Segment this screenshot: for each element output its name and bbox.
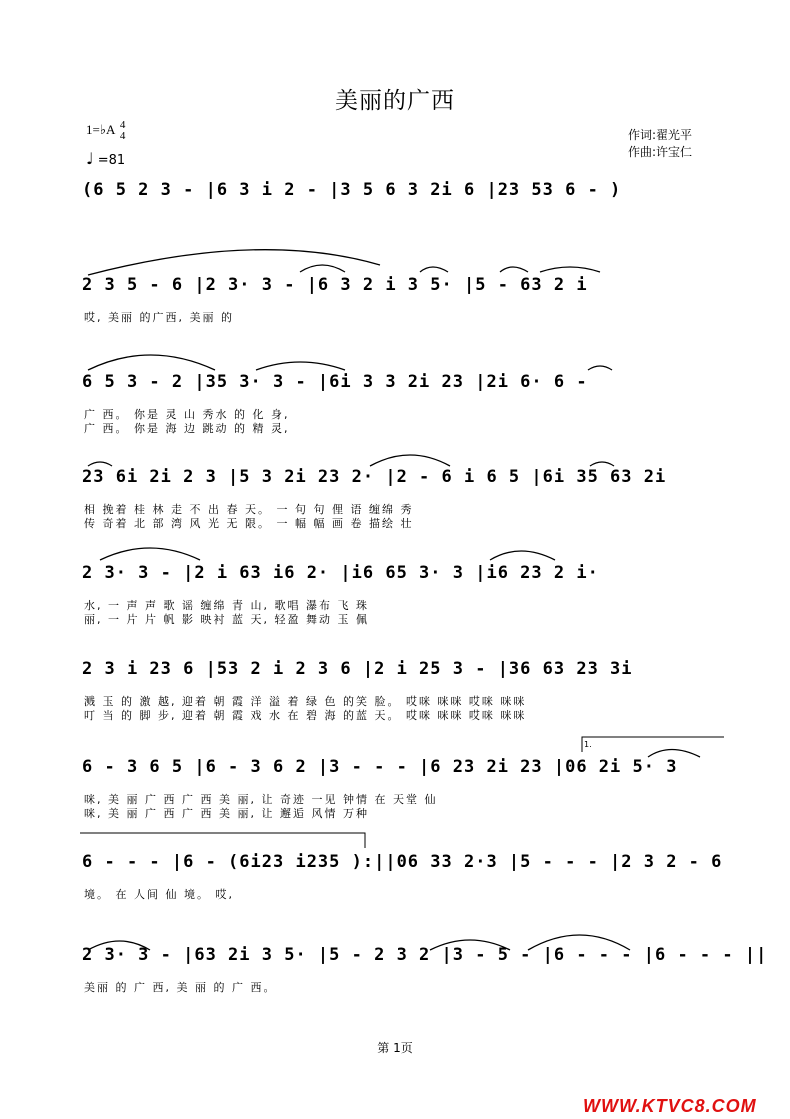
lyric-line: 相 挽着 桂 林 走 不 出 春 天。 一 句 句 俚 语 缠绵 秀 <box>84 503 414 516</box>
composer: 作曲:许宝仁 <box>628 145 693 159</box>
key-text: 1=♭A <box>86 121 115 137</box>
volta-bracket <box>80 833 365 848</box>
lyric-line: 美丽 的 广 西, 美 丽 的 广 西。 <box>84 981 277 994</box>
lyric-line: 丽, 一 片 片 帆 影 映衬 蓝 天, 轻盈 舞动 玉 佩 <box>84 613 369 626</box>
meter-top: 4 <box>119 119 126 131</box>
slur <box>88 462 112 466</box>
slur <box>500 267 528 272</box>
watermark-logo: WWW.KTVC8.COM <box>583 1096 757 1116</box>
song-title: 美丽的广西 <box>335 88 455 114</box>
slur <box>88 941 150 950</box>
notation-line: 2 3 5 - 6 |2 3· 3 - |6 3 2 i 3 5· |5 - 63 2 i <box>82 275 588 295</box>
lyric-line: 咪, 美 丽 广 西 广 西 美 丽, 让 奇迹 一见 钟情 在 天堂 仙 <box>84 793 438 806</box>
slur <box>88 355 215 370</box>
slur <box>88 250 380 275</box>
lyric-line: 广 西。 你是 海 边 跳动 的 精 灵, <box>84 422 290 435</box>
meter-bottom: 4 <box>119 130 126 142</box>
slur <box>420 267 448 272</box>
lyric-line: 水, 一 声 声 歌 谣 缠绵 青 山, 歌唱 瀑布 飞 珠 <box>84 599 369 612</box>
notation-line: 6 - 3 6 5 |6 - 3 6 2 |3 - - - |6 23 2i 23 |06 2i 5· 3 <box>82 757 678 777</box>
lyric-line: 叮 当 的 脚 步, 迎着 朝 霞 戏 水 在 碧 海 的蓝 天。 哎咪 咪咪 哎咪 咪咪 <box>84 709 527 722</box>
slur <box>430 940 510 950</box>
slur <box>528 935 630 950</box>
notation-line: 2 3· 3 - |2 i 63 i6 2· |i6 65 3· 3 |i6 23 2 i· <box>82 563 599 583</box>
notation-line: 23 6i 2i 2 3 |5 3 2i 23 2· |2 - 6 i 6 5 |6i 35 63 2i <box>82 467 667 487</box>
tempo-value: =81 <box>97 153 126 168</box>
slur <box>100 548 200 560</box>
notation-line: 2 3 i 23 6 |53 2 i 2 3 6 |2 i 25 3 - |36 63 23 3i <box>82 659 633 679</box>
notation-line: 2 3· 3 - |63 2i 3 5· |5 - 2 3 2 |3 - 5 - |6 - - - |6 - - - || <box>82 945 768 965</box>
slur <box>300 265 345 272</box>
volta-bracket <box>582 737 724 752</box>
lyric-line: 咪, 美 丽 广 西 广 西 美 丽, 让 邂逅 风情 万种 <box>84 807 369 820</box>
slur <box>590 462 614 466</box>
lyric-line: 广 西。 你是 灵 山 秀水 的 化 身, <box>84 408 290 421</box>
slur <box>370 455 450 466</box>
slur <box>256 362 345 370</box>
slur <box>490 551 555 560</box>
notation-line: (6 5 2 3 - |6 3 i 2 - |3 5 6 3 2i 6 |23 53 6 - ) <box>82 180 622 200</box>
lyric-line: 传 奇着 北 部 湾 风 光 无 限。 一 幅 幅 画 卷 描绘 壮 <box>84 517 414 530</box>
quarter-note-icon: ♩ <box>86 149 94 168</box>
slur <box>588 366 612 370</box>
lyric-line: 哎, 美丽 的广西, 美丽 的 <box>84 311 234 324</box>
notation-line: 6 5 3 - 2 |35 3· 3 - |6i 3 3 2i 23 |2i 6· 6 - <box>82 372 588 392</box>
lyric-line: 溅 玉 的 激 越, 迎着 朝 霞 洋 溢 着 绿 色 的笑 脸。 哎咪 咪咪 哎咪 咪咪 <box>84 695 527 708</box>
volta-mark: 1. <box>584 740 592 749</box>
page-number: 第 1页 <box>377 1041 413 1055</box>
lyric-line: 境。 在 人间 仙 境。 哎, <box>84 888 234 901</box>
slur <box>540 267 600 272</box>
lyricist: 作词:翟光平 <box>628 128 693 142</box>
notation-line: 6 - - - |6 - (6i23 i235 ):||06 33 2·3 |5 - - - |2 3 2 - 6 <box>82 852 723 872</box>
slur <box>648 750 700 758</box>
